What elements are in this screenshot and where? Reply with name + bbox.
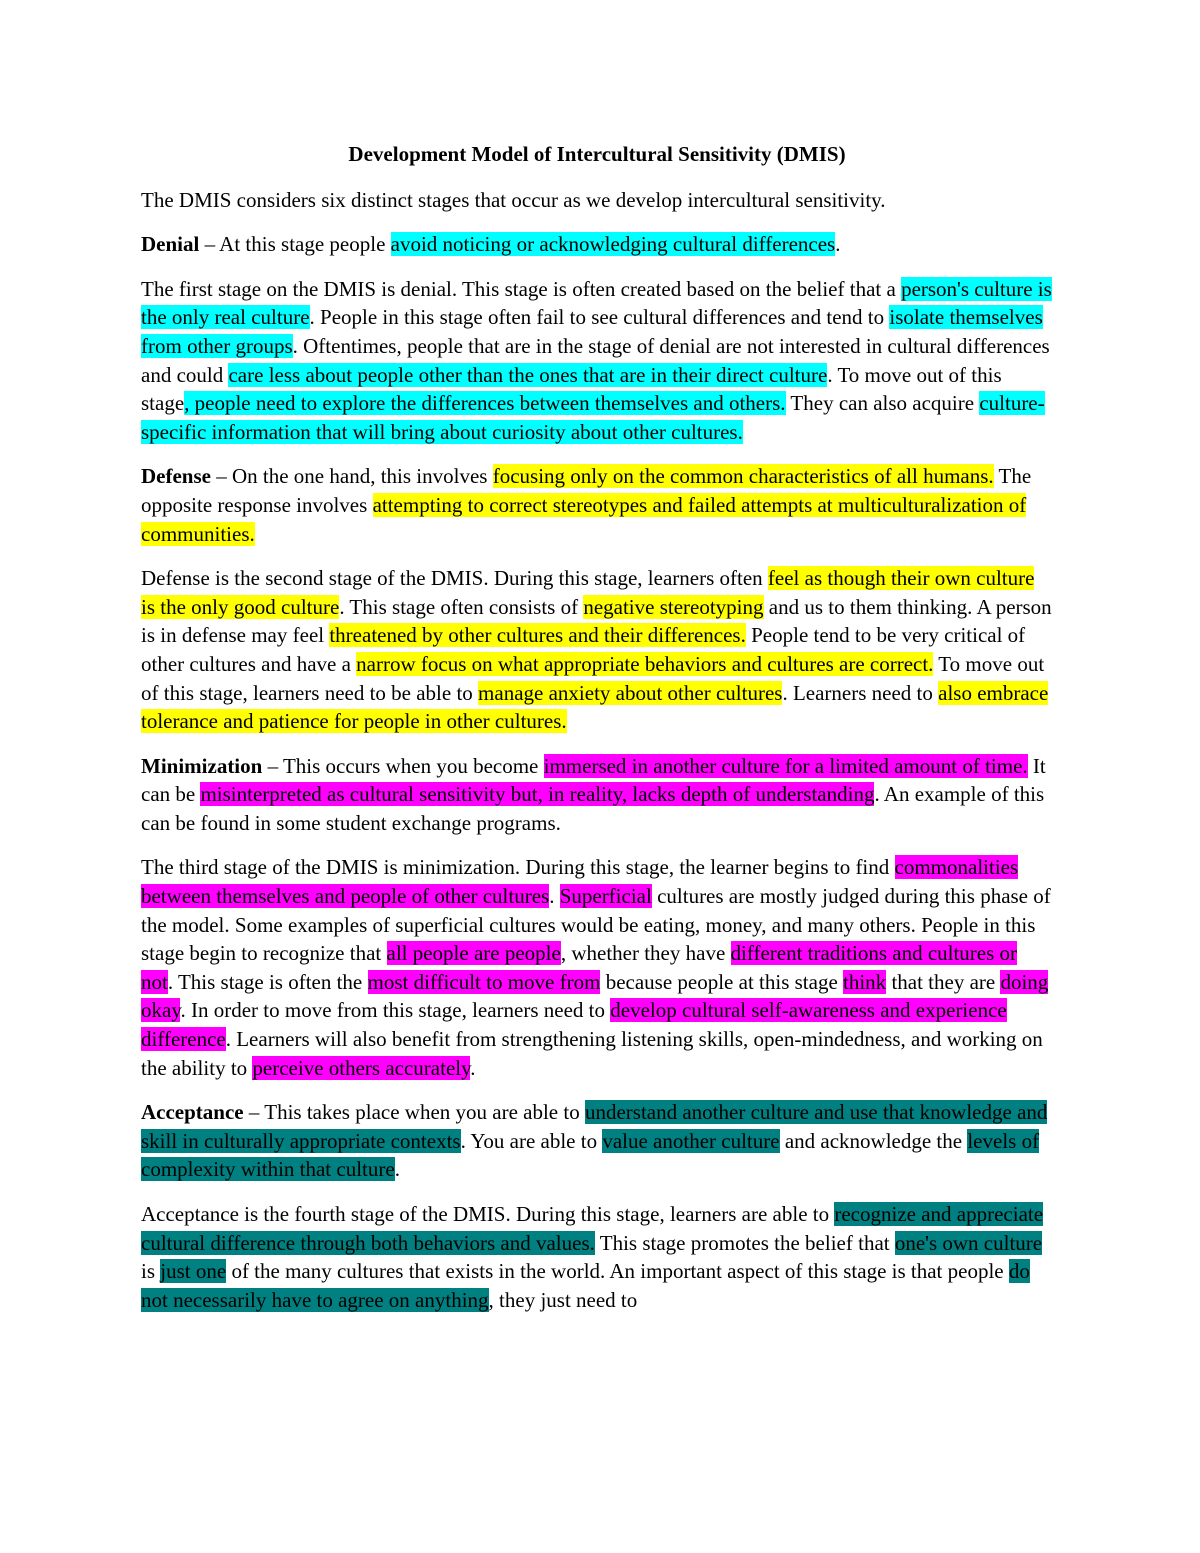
highlighted-text: recognize and appreciate cultural difference through both behaviors and values.	[141, 1202, 1044, 1255]
body-text: . This stage is often the	[167, 969, 368, 994]
body-text: – This takes place when you are able to	[243, 1100, 585, 1125]
highlighted-text: different traditions and cultures or not	[141, 941, 1018, 994]
highlighted-text: value another culture	[602, 1128, 780, 1153]
body-text: . Learners will also benefit from strengthening listening skills, open-mindedness, and working on the ability to	[141, 1027, 1043, 1080]
highlighted-text: all people are people	[386, 941, 561, 966]
body-text: – On the one hand, this involves	[210, 464, 493, 489]
highlighted-text: misinterpreted as cultural sensitivity but, in reality, lacks depth of understanding	[200, 782, 875, 807]
body-text: The DMIS considers six distinct stages that occur as we develop intercultural sensitivity.	[141, 187, 886, 212]
body-text: . This stage often consists of	[339, 594, 584, 619]
highlighted-text: doing okay	[141, 969, 1049, 1023]
highlighted-text: think	[843, 969, 887, 994]
highlighted-text: one's own culture	[894, 1230, 1043, 1255]
highlighted-text: just one	[160, 1259, 227, 1284]
defense-definition	[141, 462, 1053, 548]
highlighted-text: avoid noticing or acknowledging cultural differences	[390, 232, 836, 257]
body-text: .	[394, 1157, 400, 1182]
document-title: Development Model of Intercultural Sensitivity (DMIS)	[348, 142, 846, 166]
highlighted-text: person's culture is the only real culture	[141, 276, 1052, 330]
body-text: . In order to move from this stage, learners need to	[180, 998, 611, 1023]
body-text: The first stage on the DMIS is denial. This stage is often created based on the belief that a	[141, 276, 902, 301]
body-text: cultures are mostly judged during this phase of the model. Some examples of superficial cultures would be eating, money, and many others. People in this stage begin to recognize that	[141, 884, 1051, 966]
highlighted-text: narrow focus on what appropriate behaviors and cultures are correct.	[356, 651, 934, 676]
highlighted-text: Superficial	[559, 884, 652, 909]
body-text: and us to them thinking. A person is in defense may feel	[141, 594, 1052, 648]
denial-definition	[141, 230, 1053, 259]
body-text: . You are able to	[460, 1128, 603, 1153]
highlighted-text: care less about people other than the ones that are in their direct culture	[228, 362, 828, 387]
highlighted-text: do not necessarily have to agree on anything	[141, 1259, 1030, 1312]
body-text: .	[470, 1055, 476, 1080]
highlighted-text: feel as though their own culture is the only good culture	[141, 566, 1035, 619]
intro-paragraph	[141, 186, 1053, 215]
body-text: They can also acquire	[785, 391, 980, 416]
highlighted-text: develop cultural self-awareness and experience difference	[141, 998, 1007, 1052]
highlighted-text: , people need to explore the differences between themselves and others.	[184, 391, 786, 416]
body-text: – At this stage people	[199, 232, 391, 257]
body-text: The opposite response involves	[141, 464, 1032, 517]
highlighted-text: immersed in another culture for a limited amount of time.	[543, 753, 1028, 778]
denial-paragraph	[141, 275, 1053, 447]
highlighted-text: focusing only on the common characteristics of all humans.	[492, 464, 994, 489]
body-text: . People in this stage often fail to see cultural differences and tend to	[309, 305, 890, 330]
stage-heading: Acceptance	[141, 1100, 244, 1125]
body-text: because people at this stage	[600, 969, 844, 994]
body-text: of the many cultures that exists in the world. An important aspect of this stage is that people	[226, 1259, 1009, 1284]
body-text: Defense is the second stage of the DMIS. During this stage, learners often	[141, 566, 768, 591]
acceptance-definition	[141, 1098, 1053, 1184]
highlighted-text: also embrace tolerance and patience for people in other cultures.	[141, 680, 1049, 734]
body-text: is	[141, 1259, 161, 1284]
body-text: .	[549, 884, 560, 909]
paragraph-list	[141, 186, 1053, 1315]
stage-heading: Minimization	[141, 753, 263, 778]
highlighted-text: attempting to correct stereotypes and failed attempts at multiculturalization of communities.	[141, 492, 1027, 546]
stage-heading: Denial	[141, 232, 200, 257]
body-text: . Learners need to	[782, 680, 939, 705]
body-text: . An example of this can be found in some student exchange programs.	[141, 782, 1045, 835]
highlighted-text: most difficult to move from	[367, 969, 601, 994]
minimization-paragraph	[141, 853, 1053, 1082]
highlighted-text: culture-specific information that will bring about curiosity about other cultures.	[141, 391, 1045, 444]
highlighted-text: negative stereotyping	[583, 594, 764, 619]
highlighted-text: isolate themselves from other groups	[141, 305, 1043, 358]
body-text: Acceptance is the fourth stage of the DMIS. During this stage, learners are able to	[141, 1202, 835, 1226]
body-text: – This occurs when you become	[262, 753, 544, 778]
body-text: , whether they have	[560, 941, 731, 966]
body-text: that they are	[886, 969, 1001, 994]
highlighted-text: levels of complexity within that culture	[141, 1128, 1040, 1182]
minimization-definition	[141, 752, 1053, 838]
body-text: The third stage of the DMIS is minimization. During this stage, the learner begins to find	[141, 855, 895, 880]
highlighted-text: threatened by other cultures and their differences.	[329, 623, 746, 648]
body-text: and acknowledge the	[779, 1128, 968, 1153]
body-text: To move out of this stage, learners need to be able to	[141, 651, 1045, 705]
body-text: It can be	[141, 753, 1046, 807]
body-text: .	[835, 232, 841, 257]
body-text: . To move out of this stage	[141, 362, 1002, 416]
highlighted-text: perceive others accurately	[252, 1055, 471, 1080]
highlighted-text: manage anxiety about other cultures	[478, 680, 783, 705]
body-text: People tend to be very critical of other cultures and have a	[141, 623, 1026, 676]
stage-heading: Defense	[141, 464, 211, 489]
acceptance-paragraph	[141, 1200, 1053, 1314]
defense-paragraph	[141, 564, 1053, 736]
highlighted-text: commonalities between themselves and people of other cultures	[141, 855, 1019, 909]
body-text: , they just need to	[488, 1287, 638, 1312]
body-text: This stage promotes the belief that	[594, 1230, 895, 1255]
highlighted-text: understand another culture and use that knowledge and skill in culturally appropriate contexts	[141, 1100, 1048, 1153]
body-text: . Oftentimes, people that are in the stage of denial are not interested in cultural differences and could	[141, 333, 1050, 387]
document-body	[141, 140, 1053, 1330]
